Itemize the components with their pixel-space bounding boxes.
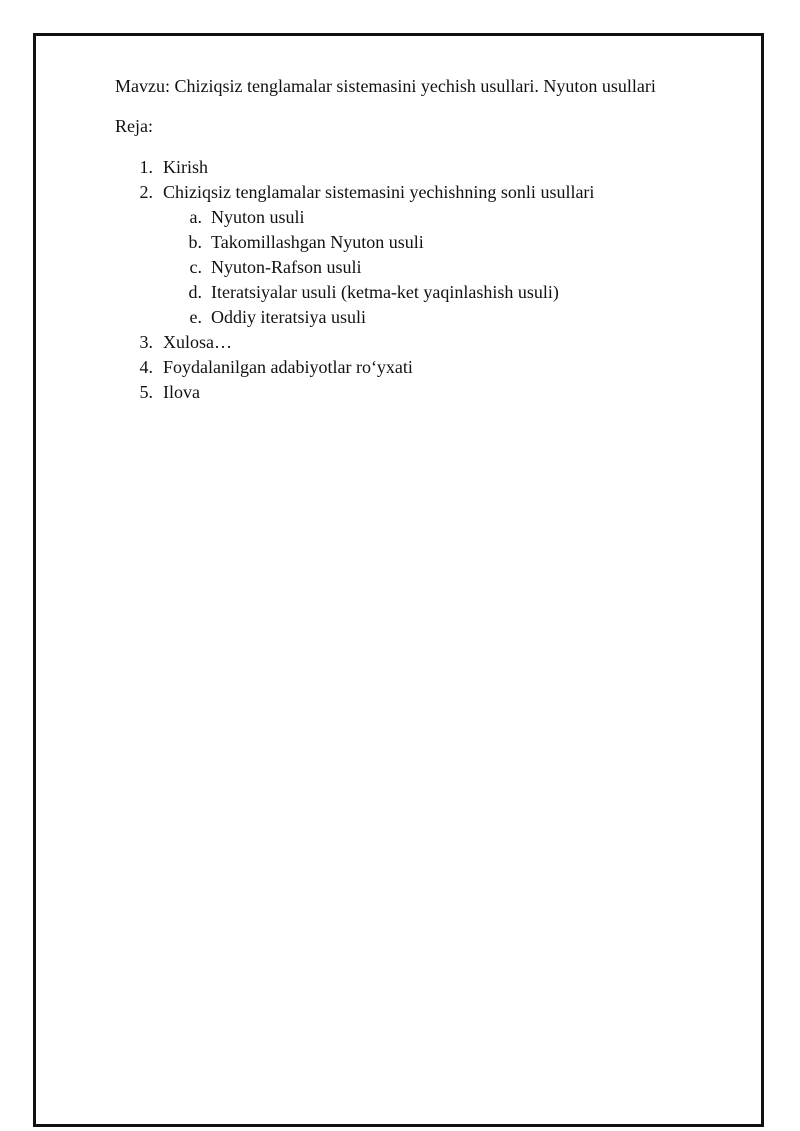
plan-subitem-letter: b. [188,232,202,252]
plan-item-text: Kirish [163,157,208,177]
plan-subitem [163,205,735,230]
plan-subitem-text: Nyuton-Rafson usuli [211,257,362,277]
plan-item-text: Foydalanilgan adabiyotlar ro‘yxati [163,357,413,377]
plan-subitem [163,280,735,305]
plan-subitem [163,230,735,255]
plan-list [115,155,735,405]
plan-subitem [163,255,735,280]
plan-item-text: Ilova [163,382,200,402]
plan-item [115,330,735,355]
plan-item-number: 2. [139,182,153,202]
plan-item [115,380,735,405]
plan-subitem-text: Oddiy iteratsiya usuli [211,307,366,327]
document-title: Mavzu: Chiziqsiz tenglamalar sistemasini yechish usullari. Nyuton usullari [115,76,656,96]
plan-item-text: Chiziqsiz tenglamalar sistemasini yechishning sonli usullari [163,182,595,202]
plan-sublist [163,205,735,330]
plan-item-number: 1. [139,157,153,177]
plan-subitem-text: Takomillashgan Nyuton usuli [211,232,424,252]
plan-item [115,355,735,380]
plan-item-text: Xulosa… [163,332,232,352]
document-body [115,74,735,405]
plan-item [115,155,735,180]
plan-subitem [163,305,735,330]
plan-item [115,180,735,330]
plan-item-number: 3. [139,332,153,352]
plan-label: Reja: [115,116,153,136]
plan-subitem-text: Nyuton usuli [211,207,305,227]
plan-item-number: 5. [139,382,153,402]
plan-subitem-letter: e. [189,307,202,327]
plan-subitem-letter: a. [189,207,202,227]
plan-item-number: 4. [139,357,153,377]
plan-subitem-letter: d. [188,282,202,302]
plan-subitem-text: Iteratsiyalar usuli (ketma-ket yaqinlashish usuli) [211,282,559,302]
plan-subitem-letter: c. [189,257,202,277]
